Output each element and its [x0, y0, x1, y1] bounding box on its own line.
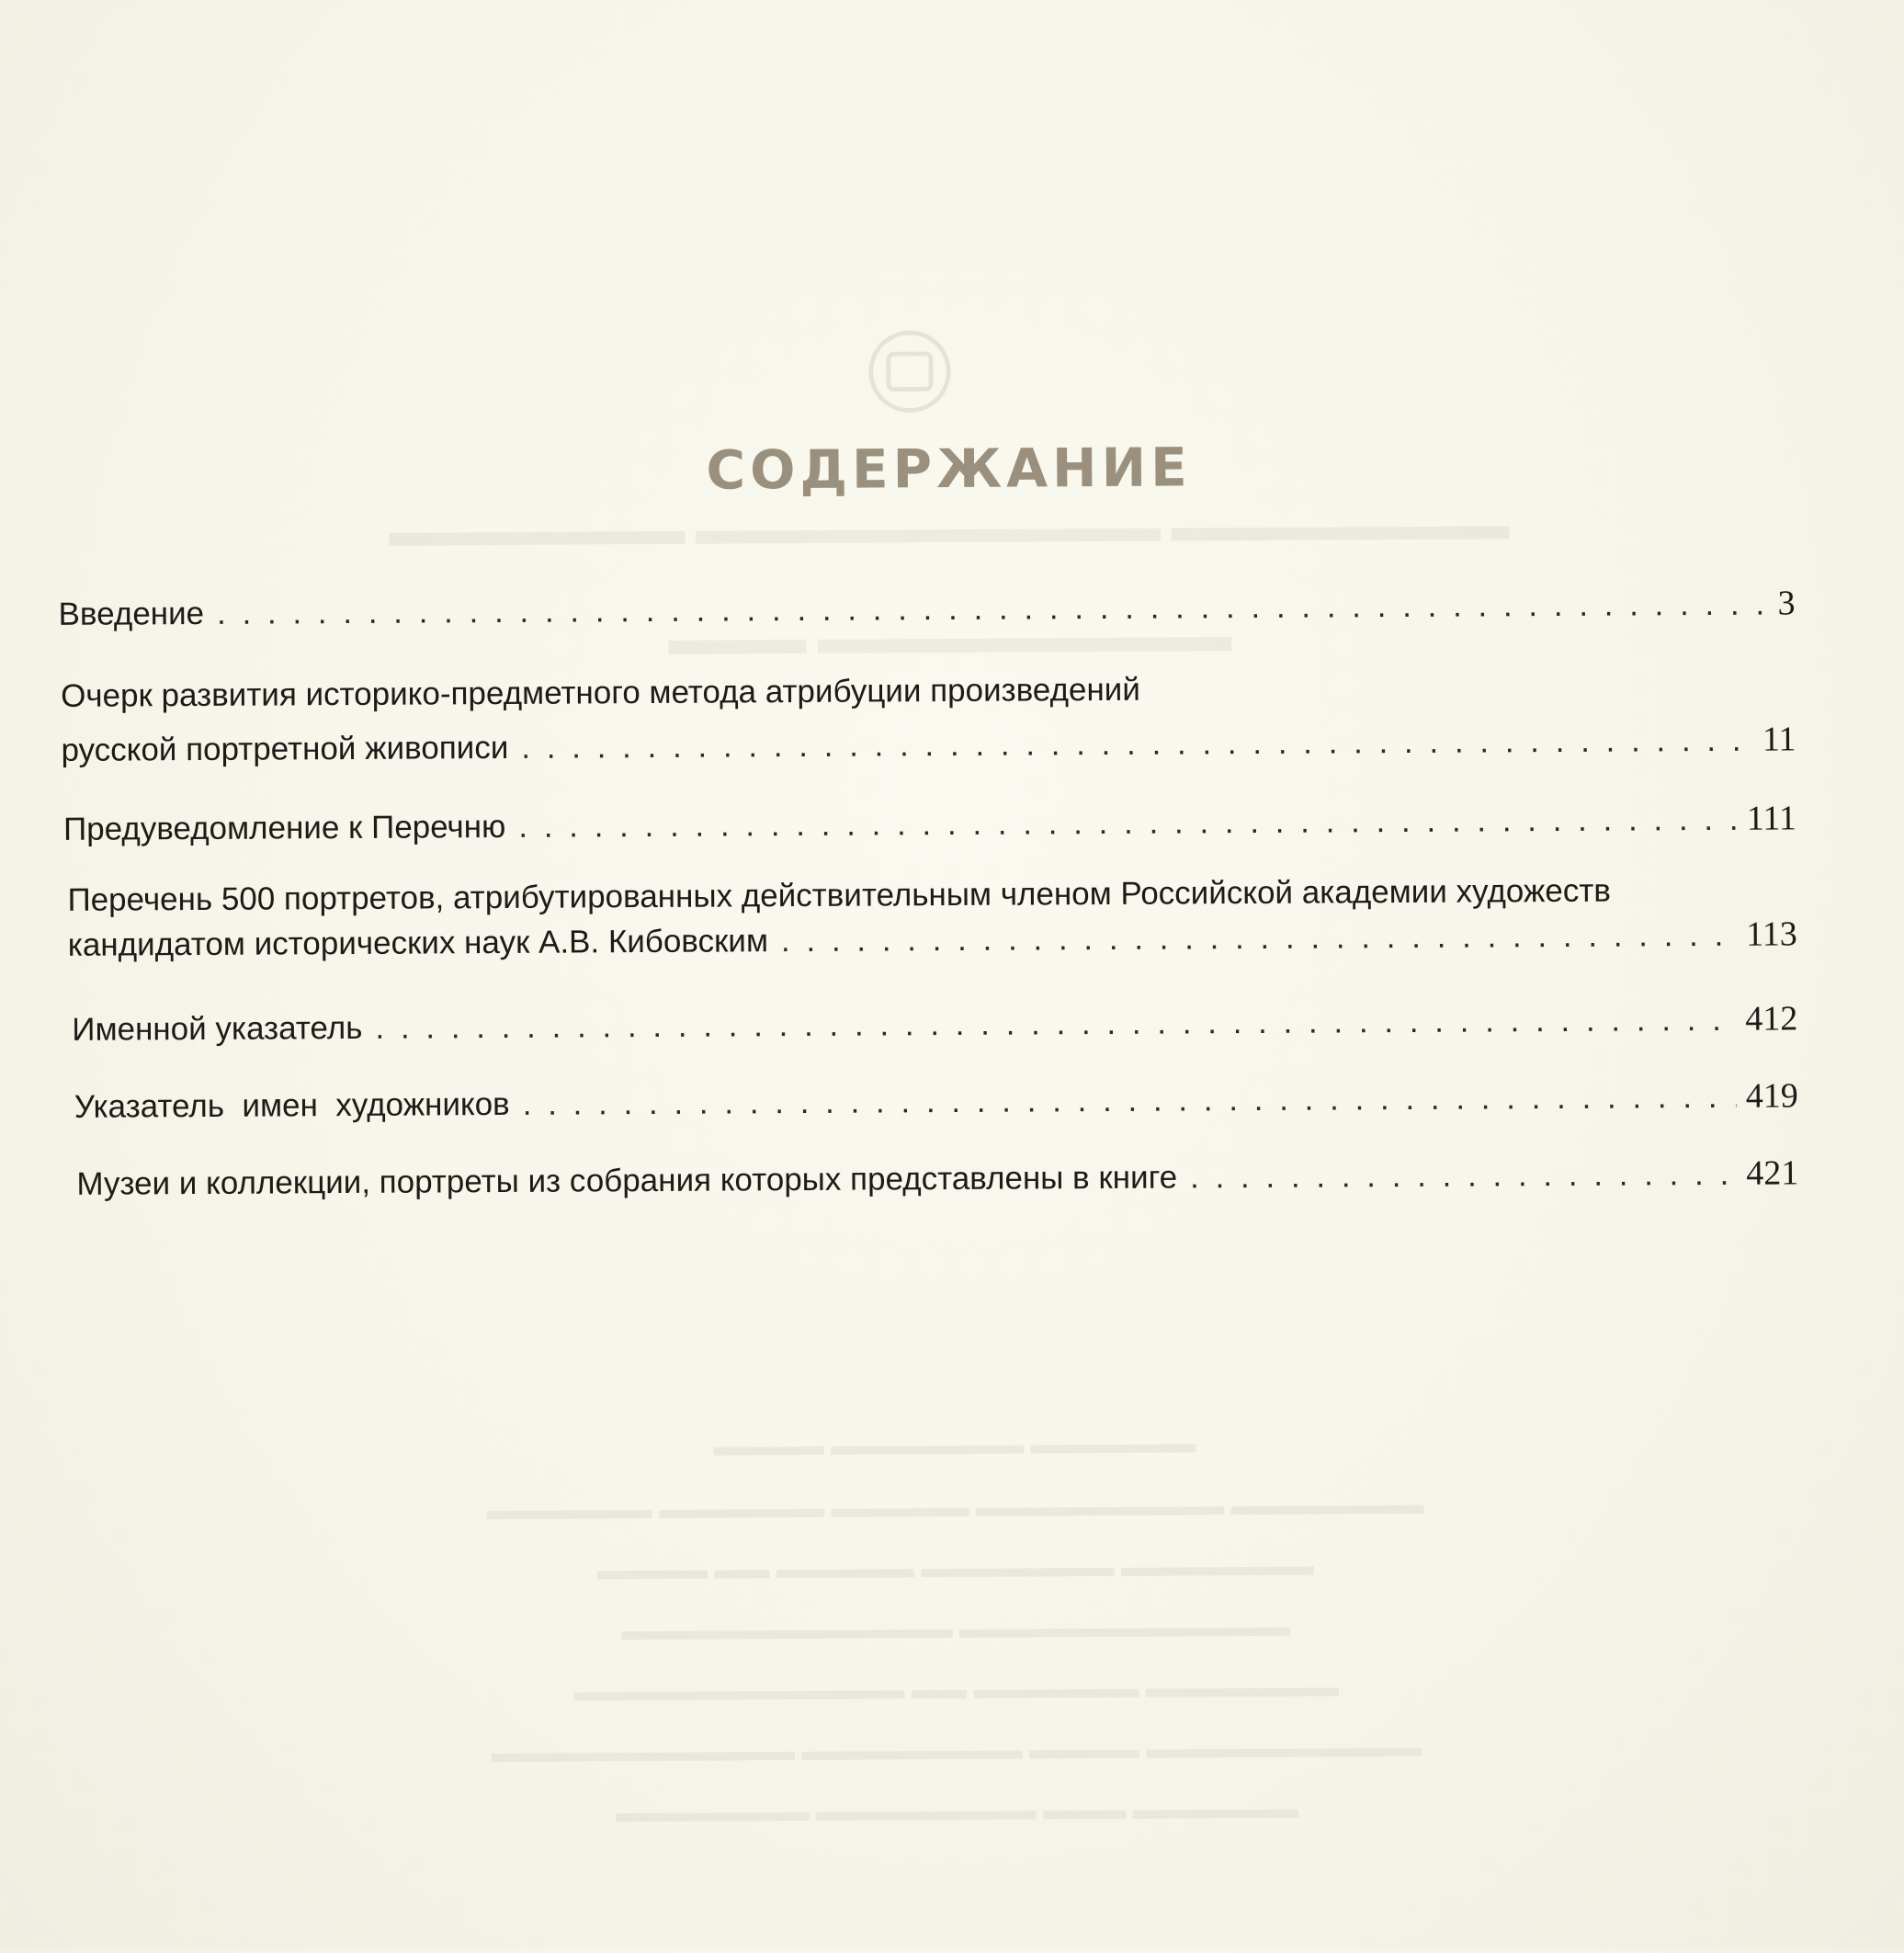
toc-page-number: 412	[1745, 999, 1798, 1039]
bleed-through-line: ▬▬▬▬▬▬▬▬▬▬▬ ▬▬▬▬▬▬▬▬ ▬▬▬▬ ▬▬▬▬▬▬▬▬▬▬	[491, 1732, 1422, 1769]
toc-entry-label: Перечень 500 портретов, атрибутированных действительным членом Российской академии художеств	[67, 872, 1612, 918]
toc-entry-list-of-portraits[interactable]	[67, 868, 1797, 967]
toc-entry-label: Предуведомление к Перечню	[62, 808, 506, 847]
toc-page-number: 111	[1746, 799, 1797, 838]
dot-leader	[1190, 1152, 1738, 1200]
toc-page-number: 11	[1762, 720, 1796, 759]
toc-entry-label-continued: русской портретной живописи	[61, 729, 509, 768]
toc-entry-essay[interactable]	[61, 664, 1796, 773]
toc-entry-preface[interactable]	[63, 796, 1796, 852]
toc-entry-museums[interactable]	[76, 1151, 1798, 1206]
bleed-through-line: ▬▬▬▬▬▬▬ ▬▬▬▬▬▬▬▬ ▬▬▬ ▬▬▬▬▬▬	[616, 1793, 1298, 1829]
dot-leader	[523, 1075, 1737, 1127]
toc-page-number: 3	[1777, 584, 1796, 623]
bleed-through-line: ▬▬▬▬ ▬▬▬▬▬▬▬ ▬▬▬▬▬▬	[713, 1428, 1196, 1462]
toc-entry-label: Указатель имен художников	[74, 1085, 510, 1125]
bleed-through-line: ▬▬▬ ▬▬▬▬▬▬▬▬▬	[668, 609, 1232, 664]
bleed-through-line: ▬▬▬▬▬▬▬ ▬▬▬▬▬▬▬▬▬▬▬ ▬▬▬▬▬▬▬▬	[389, 501, 1510, 555]
dot-leader	[217, 583, 1769, 636]
toc-entry-label-continued: кандидатом исторических наук А.В. Кибовским	[67, 923, 769, 963]
toc-page-number: 421	[1746, 1153, 1799, 1193]
toc-entry-artist-index[interactable]	[74, 1073, 1798, 1129]
page-title: СОДЕРЖАНИЕ	[706, 436, 1192, 502]
toc-entry-label: Музеи и коллекции, портреты из собрания которых представлены в книге	[76, 1159, 1178, 1202]
dot-leader	[781, 914, 1737, 963]
bleed-through-line: ▬▬▬▬▬▬ ▬▬▬▬▬▬ ▬▬▬▬▬ ▬▬▬▬▬▬▬▬▬ ▬▬▬▬▬▬▬	[486, 1489, 1424, 1527]
toc-entry-label: Введение	[58, 595, 205, 632]
bleed-through-line: ▬▬▬▬ ▬▬ ▬▬▬▬▬ ▬▬▬▬▬▬▬ ▬▬▬▬▬▬▬	[596, 1550, 1315, 1586]
toc-entry-introduction[interactable]	[58, 581, 1795, 637]
dot-leader	[375, 998, 1736, 1050]
dot-leader	[521, 719, 1753, 770]
bleed-through-line: ▬▬▬▬▬▬▬▬▬▬▬▬ ▬▬▬▬▬▬▬▬▬▬▬▬	[621, 1611, 1291, 1647]
dot-leader	[518, 798, 1738, 849]
bleed-through-line: ▬▬▬▬▬▬▬▬▬▬▬▬ ▬▬ ▬▬▬▬▬▬ ▬▬▬▬▬▬▬	[573, 1672, 1340, 1708]
toc-entry-label: Именной указатель	[72, 1009, 363, 1048]
toc-entry-name-index[interactable]	[72, 996, 1797, 1051]
toc-entry-label: Очерк развития историко-предметного метода атрибуции произведений	[61, 671, 1140, 714]
toc-page-number: 419	[1745, 1076, 1798, 1116]
toc-page-number: 113	[1746, 914, 1797, 954]
